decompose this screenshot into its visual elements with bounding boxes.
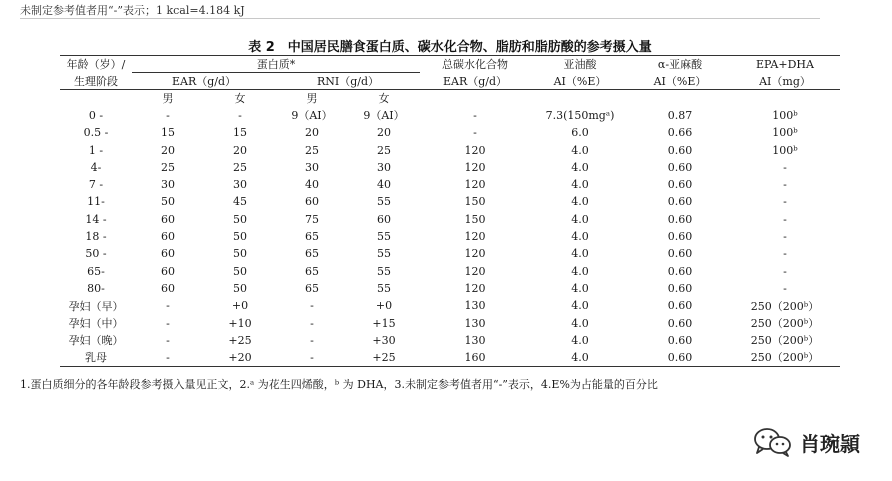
cell-protein-ear-male: 30: [161, 178, 175, 192]
cell-carb-ear: 120: [464, 281, 486, 295]
cell-linoleic-ai: 4.0: [571, 264, 589, 278]
cell-age: 11-: [87, 195, 105, 209]
cell-protein-rni-male: 65: [305, 247, 319, 261]
cell-alpha-linolenic-ai: 0.60: [630, 349, 730, 366]
cell-carb-ear: 120: [464, 230, 486, 244]
cell-protein-ear-male: -: [166, 108, 170, 122]
cell-protein-ear-female: +20: [204, 349, 276, 366]
cell-protein-rni-male: 40: [305, 178, 319, 192]
table-row: [60, 297, 840, 314]
cell-protein-ear-male: 60: [161, 230, 175, 244]
header-ala-line2: AI（%E）: [630, 73, 730, 90]
cell-alpha-linolenic-ai: 0.66: [667, 126, 693, 140]
cell-protein-ear-female: 20: [233, 143, 247, 157]
cell-age: 乳母: [60, 349, 132, 366]
cell-linoleic-ai: 4.0: [571, 212, 589, 226]
cell-epa-dha-ai: -: [783, 281, 787, 295]
cell-protein-rni-female: +25: [348, 349, 420, 366]
cell-age: 18 -: [85, 230, 107, 244]
cell-protein-ear-male: 60: [161, 212, 175, 226]
cell-protein-ear-male: 15: [161, 126, 175, 140]
header-age-line2: 生理阶段: [60, 73, 132, 90]
cell-alpha-linolenic-ai: 0.60: [667, 281, 693, 295]
cell-alpha-linolenic-ai: 0.87: [667, 108, 693, 122]
cell-epa-dha-ai: -: [783, 178, 787, 192]
cell-carb-ear: 130: [464, 333, 486, 347]
header-carb-line2: EAR（g/d）: [420, 73, 530, 90]
cell-epa-dha-ai: 100ᵇ: [772, 126, 798, 140]
cell-alpha-linolenic-ai: 0.60: [667, 212, 693, 226]
cell-carb-ear: -: [473, 126, 477, 140]
cell-age: 14 -: [85, 212, 107, 226]
cell-linoleic-ai: 6.0: [571, 126, 589, 140]
cell-protein-ear-female: 45: [233, 195, 247, 209]
cell-age: 0 -: [88, 108, 104, 122]
table-row: [60, 193, 840, 210]
sex-female-rni: 女: [378, 92, 390, 106]
cell-linoleic-ai: 4.0: [571, 247, 589, 261]
cell-linoleic-ai: 4.0: [571, 299, 589, 313]
nutrient-table: [60, 55, 840, 367]
sex-row-empty: [630, 90, 730, 107]
cell-protein-rni-male: 9（AI）: [291, 109, 333, 123]
cell-age: 65-: [87, 264, 105, 278]
sex-row: [60, 90, 840, 107]
cell-protein-ear-female: 25: [233, 160, 247, 174]
cell-protein-rni-male: 65: [305, 230, 319, 244]
table-row: [60, 176, 840, 193]
cell-protein-ear-female: 30: [233, 178, 247, 192]
cell-protein-rni-female: 20: [377, 126, 391, 140]
cell-age: 80-: [87, 281, 105, 295]
cell-protein-ear-female: +10: [228, 316, 252, 330]
cell-linoleic-ai: 4.0: [571, 143, 589, 157]
wechat-icon: [752, 426, 794, 458]
cell-epa-dha-ai: -: [783, 247, 787, 261]
cell-epa-dha-ai: 100ᵇ: [772, 143, 798, 157]
header-ear: EAR（g/d）: [132, 73, 276, 90]
cell-linoleic-ai: 4.0: [571, 195, 589, 209]
cell-alpha-linolenic-ai: 0.60: [667, 195, 693, 209]
header-rni: RNI（g/d）: [276, 73, 420, 90]
cell-epa-dha-ai: 250（200ᵇ）: [750, 334, 820, 348]
table-row: [60, 228, 840, 245]
cell-alpha-linolenic-ai: 0.60: [667, 264, 693, 278]
cell-protein-rni-female: 60: [377, 212, 391, 226]
header-age-line1: 年龄（岁）/: [60, 56, 132, 73]
cell-protein-rni-female: 30: [377, 160, 391, 174]
table-row: [60, 124, 840, 141]
sex-female-ear: 女: [234, 92, 246, 106]
cell-linoleic-ai: 4.0: [571, 160, 589, 174]
table-row: [60, 349, 840, 366]
header-protein: 蛋白质*: [132, 56, 420, 73]
cell-protein-ear-female: 50: [233, 230, 247, 244]
cell-carb-ear: 120: [464, 178, 486, 192]
table-row: [60, 314, 840, 331]
cell-protein-rni-male: 75: [305, 212, 319, 226]
table-row: [60, 141, 840, 158]
cell-linoleic-ai: 4.0: [571, 230, 589, 244]
cell-carb-ear: 150: [464, 195, 486, 209]
cell-protein-rni-male: -: [310, 316, 314, 330]
cell-protein-rni-male: 65: [305, 264, 319, 278]
cell-linoleic-ai: 4.0: [571, 316, 589, 330]
cell-protein-ear-male: -: [166, 299, 170, 313]
cell-protein-ear-male: 50: [161, 195, 175, 209]
cell-protein-rni-male: 60: [305, 195, 319, 209]
footnote: 1.蛋白质细分的各年龄段参考摄入量见正文，2.ᵃ 为花生四烯酸，ᵇ 为 DHA，3.未制定参考值者用“-”表示，4.E%为占能量的百分比: [20, 378, 658, 391]
cell-alpha-linolenic-ai: 0.60: [667, 247, 693, 261]
cell-alpha-linolenic-ai: 0.60: [667, 143, 693, 157]
table-row: [60, 159, 840, 176]
cell-carb-ear: 120: [464, 247, 486, 261]
cell-epa-dha-ai: -: [783, 230, 787, 244]
cell-epa-dha-ai: -: [783, 160, 787, 174]
cell-alpha-linolenic-ai: 0.60: [667, 333, 693, 347]
table-row: [60, 280, 840, 297]
watermark-text: 肖琬頴: [800, 431, 860, 456]
cell-protein-ear-female: 50: [233, 247, 247, 261]
cell-protein-rni-male: -: [310, 333, 314, 347]
cell-linoleic-ai: 4.0: [571, 333, 589, 347]
cell-protein-rni-female: +15: [372, 316, 396, 330]
cell-epa-dha-ai: 250（200ᵇ）: [750, 317, 820, 330]
cell-carb-ear: 150: [464, 212, 486, 226]
cell-epa-dha-ai: 250（200ᵇ）: [750, 299, 820, 313]
watermark: [752, 426, 860, 458]
cell-age: 50 -: [85, 247, 107, 261]
header-ala-line1: α-亚麻酸: [630, 56, 730, 73]
cell-age: 0.5 -: [83, 126, 109, 140]
cell-protein-ear-male: 20: [161, 143, 175, 157]
cell-carb-ear: 160: [420, 349, 530, 366]
cell-protein-rni-female: 55: [377, 247, 391, 261]
cell-linoleic-ai: 7.3(150mgᵃ): [545, 108, 615, 122]
divider: [20, 18, 820, 19]
cell-alpha-linolenic-ai: 0.60: [667, 299, 693, 313]
cell-alpha-linolenic-ai: 0.60: [667, 316, 693, 330]
cell-protein-ear-female: -: [238, 108, 242, 122]
cell-epa-dha-ai: 250（200ᵇ）: [730, 349, 840, 366]
sex-row-empty: [420, 90, 530, 107]
cell-linoleic-ai: 4.0: [571, 281, 589, 295]
cell-age: 1 -: [88, 143, 104, 157]
sex-row-empty: [60, 90, 132, 107]
header-epa-line1: EPA+DHA: [730, 56, 840, 73]
cell-age: 孕妇（早）: [68, 299, 124, 313]
cell-protein-rni-male: 25: [305, 143, 319, 157]
header-carb-line1: 总碳水化合物: [420, 56, 530, 73]
cell-alpha-linolenic-ai: 0.60: [667, 178, 693, 192]
cell-protein-ear-female: 15: [233, 126, 247, 140]
cell-protein-rni-female: 55: [377, 281, 391, 295]
cell-protein-rni-male: 65: [305, 281, 319, 295]
cell-carb-ear: 130: [464, 299, 486, 313]
cell-age: 孕妇（晚）: [68, 334, 124, 348]
cell-protein-ear-male: -: [166, 333, 170, 347]
header-la-line2: AI（%E）: [530, 73, 630, 90]
cell-protein-rni-female: +30: [372, 333, 396, 347]
cell-protein-rni-male: 30: [305, 160, 319, 174]
cell-protein-ear-female: 50: [233, 281, 247, 295]
cell-protein-rni-male: -: [310, 299, 314, 313]
cell-protein-rni-female: 55: [377, 230, 391, 244]
cell-protein-ear-male: -: [132, 349, 204, 366]
sex-row-empty: [530, 90, 630, 107]
cell-epa-dha-ai: -: [783, 195, 787, 209]
cell-protein-ear-male: 60: [161, 281, 175, 295]
cell-alpha-linolenic-ai: 0.60: [667, 160, 693, 174]
sex-row-empty: [730, 90, 840, 107]
cell-carb-ear: -: [473, 108, 477, 122]
cell-carb-ear: 120: [464, 160, 486, 174]
cell-protein-rni-female: 25: [377, 143, 391, 157]
cell-protein-ear-male: -: [166, 316, 170, 330]
cell-protein-ear-female: +0: [231, 299, 249, 313]
cell-epa-dha-ai: -: [783, 212, 787, 226]
cell-protein-ear-male: 25: [161, 160, 175, 174]
sex-male-ear: 男: [162, 92, 174, 106]
table-row: [60, 211, 840, 228]
table-row: [60, 245, 840, 262]
table-row: [60, 107, 840, 124]
cell-protein-ear-female: 50: [233, 212, 247, 226]
table-title: 表 2 中国居民膳食蛋白质、碳水化合物、脂肪和脂肪酸的参考摄入量: [248, 40, 652, 55]
cell-age: 7 -: [88, 178, 104, 192]
cell-protein-rni-female: 55: [377, 264, 391, 278]
cell-carb-ear: 120: [464, 143, 486, 157]
cell-carb-ear: 130: [464, 316, 486, 330]
cell-epa-dha-ai: 100ᵇ: [772, 108, 798, 122]
cell-protein-rni-female: +0: [375, 299, 393, 313]
header-epa-line2: AI（mg）: [730, 73, 840, 90]
cell-age: 孕妇（中）: [68, 317, 124, 330]
cell-protein-rni-male: 20: [305, 126, 319, 140]
cell-age: 4-: [90, 160, 102, 174]
table-row: [60, 332, 840, 349]
sex-male-rni: 男: [306, 92, 318, 106]
cell-linoleic-ai: 4.0: [530, 349, 630, 366]
cell-carb-ear: 120: [464, 264, 486, 278]
cell-epa-dha-ai: -: [783, 264, 787, 278]
cell-protein-ear-female: +25: [228, 333, 252, 347]
header-la-line1: 亚油酸: [530, 56, 630, 73]
cell-protein-rni-female: 40: [377, 178, 391, 192]
table-row: [60, 262, 840, 279]
cell-protein-rni-female: 9（AI）: [363, 109, 405, 123]
cell-linoleic-ai: 4.0: [571, 178, 589, 192]
cell-protein-rni-male: -: [276, 349, 348, 366]
cell-protein-ear-male: 60: [161, 264, 175, 278]
top-note: 未制定参考值者用“-”表示；1 kcal=4.184 kJ: [20, 4, 245, 17]
cell-alpha-linolenic-ai: 0.60: [667, 230, 693, 244]
cell-protein-rni-female: 55: [377, 195, 391, 209]
cell-protein-ear-male: 60: [161, 247, 175, 261]
cell-protein-ear-female: 50: [233, 264, 247, 278]
